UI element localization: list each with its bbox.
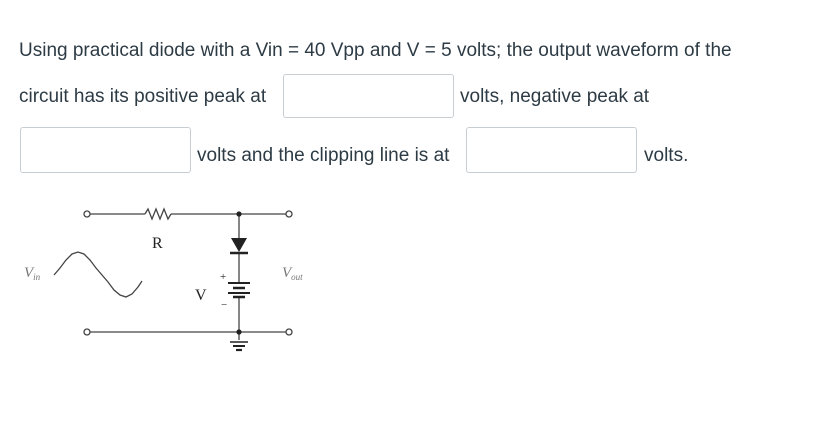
- battery-minus-sign: −: [221, 299, 228, 311]
- battery-symbol: [228, 283, 250, 297]
- battery-plus-sign: +: [220, 271, 227, 283]
- vin-label: $V_{in}$: [24, 265, 41, 282]
- input-terminal-top: [84, 211, 90, 217]
- question-line-2-prefix: circuit has its positive peak at: [19, 86, 267, 107]
- question-line-3-suffix: volts.: [644, 145, 689, 166]
- resistor-label: R: [152, 235, 163, 252]
- question-line-2-suffix: volts, negative peak at: [460, 86, 650, 107]
- ground-symbol: [230, 342, 248, 350]
- output-terminal-bottom: [286, 329, 292, 335]
- resistor-symbol: [145, 209, 171, 219]
- question-line-1: Using practical diode with a Vin = 40 Vpp and V = 5 volts; the output waveform of the: [19, 40, 732, 61]
- input-terminal-bottom: [84, 329, 90, 335]
- output-terminal-top: [286, 211, 292, 217]
- battery-voltage-label: V: [195, 287, 207, 304]
- positive-peak-input[interactable]: [283, 74, 454, 118]
- question-line-3-middle: volts and the clipping line is at: [197, 145, 450, 166]
- sine-wave-icon: [54, 252, 142, 297]
- clipper-circuit-diagram: [0, 190, 340, 370]
- negative-peak-input[interactable]: [20, 127, 191, 173]
- vout-label: $V_{out}$: [282, 265, 303, 282]
- clipping-line-input[interactable]: [466, 127, 637, 173]
- diode-symbol: [230, 238, 248, 253]
